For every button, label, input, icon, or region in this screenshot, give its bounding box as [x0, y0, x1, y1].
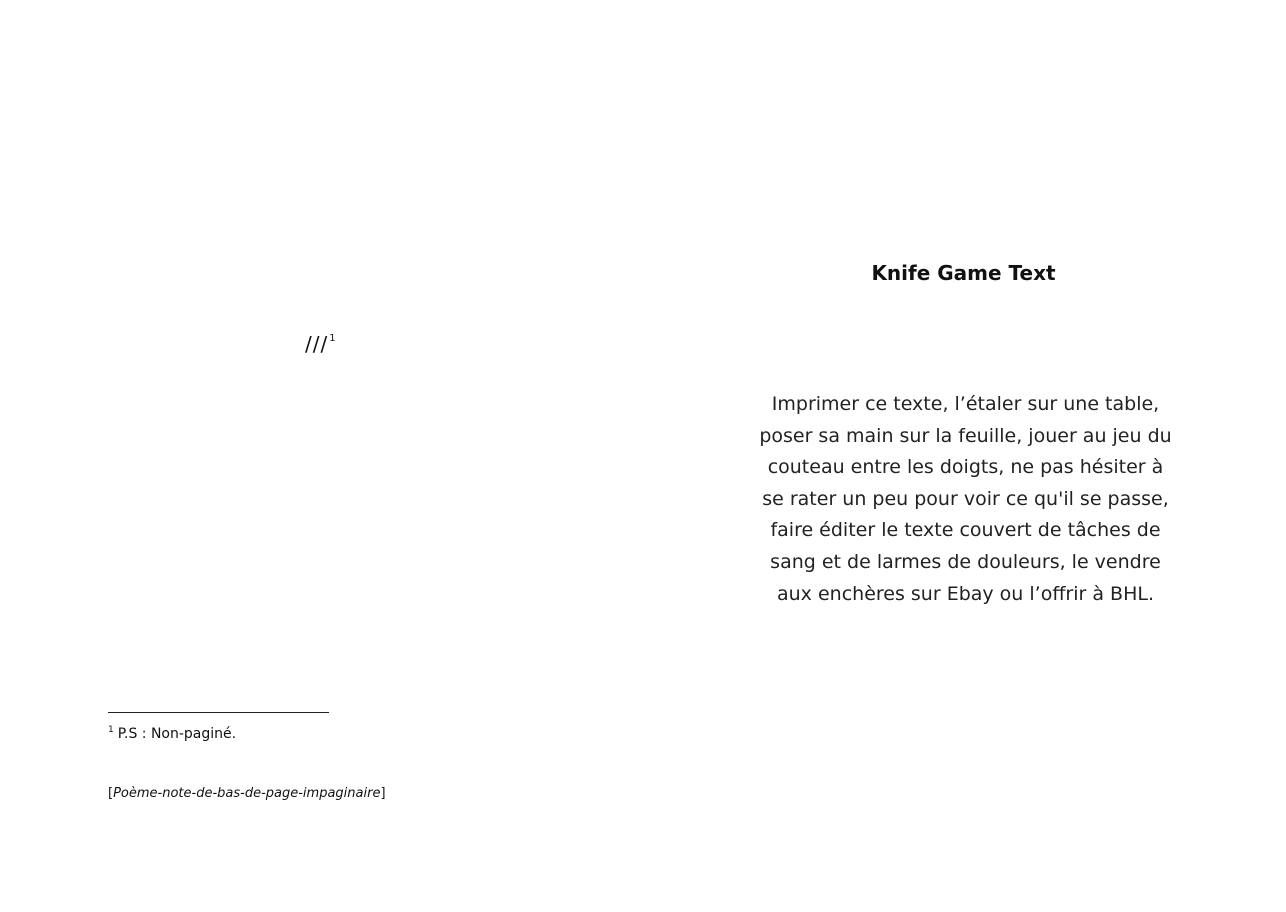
body-line: se rater un peu pour voir ce qu'il se passe,: [762, 487, 1169, 510]
poem-note-text: Poème-note-de-bas-de-page-impaginaire: [113, 786, 381, 801]
poem-note-close-bracket: ]: [380, 786, 386, 801]
section-marker: [305, 327, 336, 356]
body-line: couteau entre les doigts, ne pas hésiter à: [767, 456, 1164, 479]
poem-note: [108, 785, 386, 802]
marker-text: ///: [305, 332, 329, 356]
footnote-text: P.S : Non-paginé.: [117, 726, 237, 742]
right-page: [643, 0, 1286, 912]
body-paragraph: [748, 389, 1183, 610]
footnote-divider: [108, 712, 329, 713]
footnote: [108, 721, 236, 743]
page-title: Knife Game Text: [871, 261, 1056, 285]
body-line: sang et de larmes de douleurs, le vendre: [770, 550, 1161, 573]
footnote-reference: 1: [329, 333, 336, 344]
poem-note-open-bracket: [: [108, 786, 114, 801]
body-line: poser sa main sur la feuille, jouer au jeu du: [759, 424, 1172, 447]
footnote-number: 1: [108, 725, 114, 735]
body-line: Imprimer ce texte, l’étaler sur une table,: [771, 393, 1160, 415]
body-line: aux enchères sur Ebay ou l’offrir à BHL.: [777, 582, 1154, 605]
body-line: faire éditer le texte couvert de tâches de: [770, 519, 1161, 542]
